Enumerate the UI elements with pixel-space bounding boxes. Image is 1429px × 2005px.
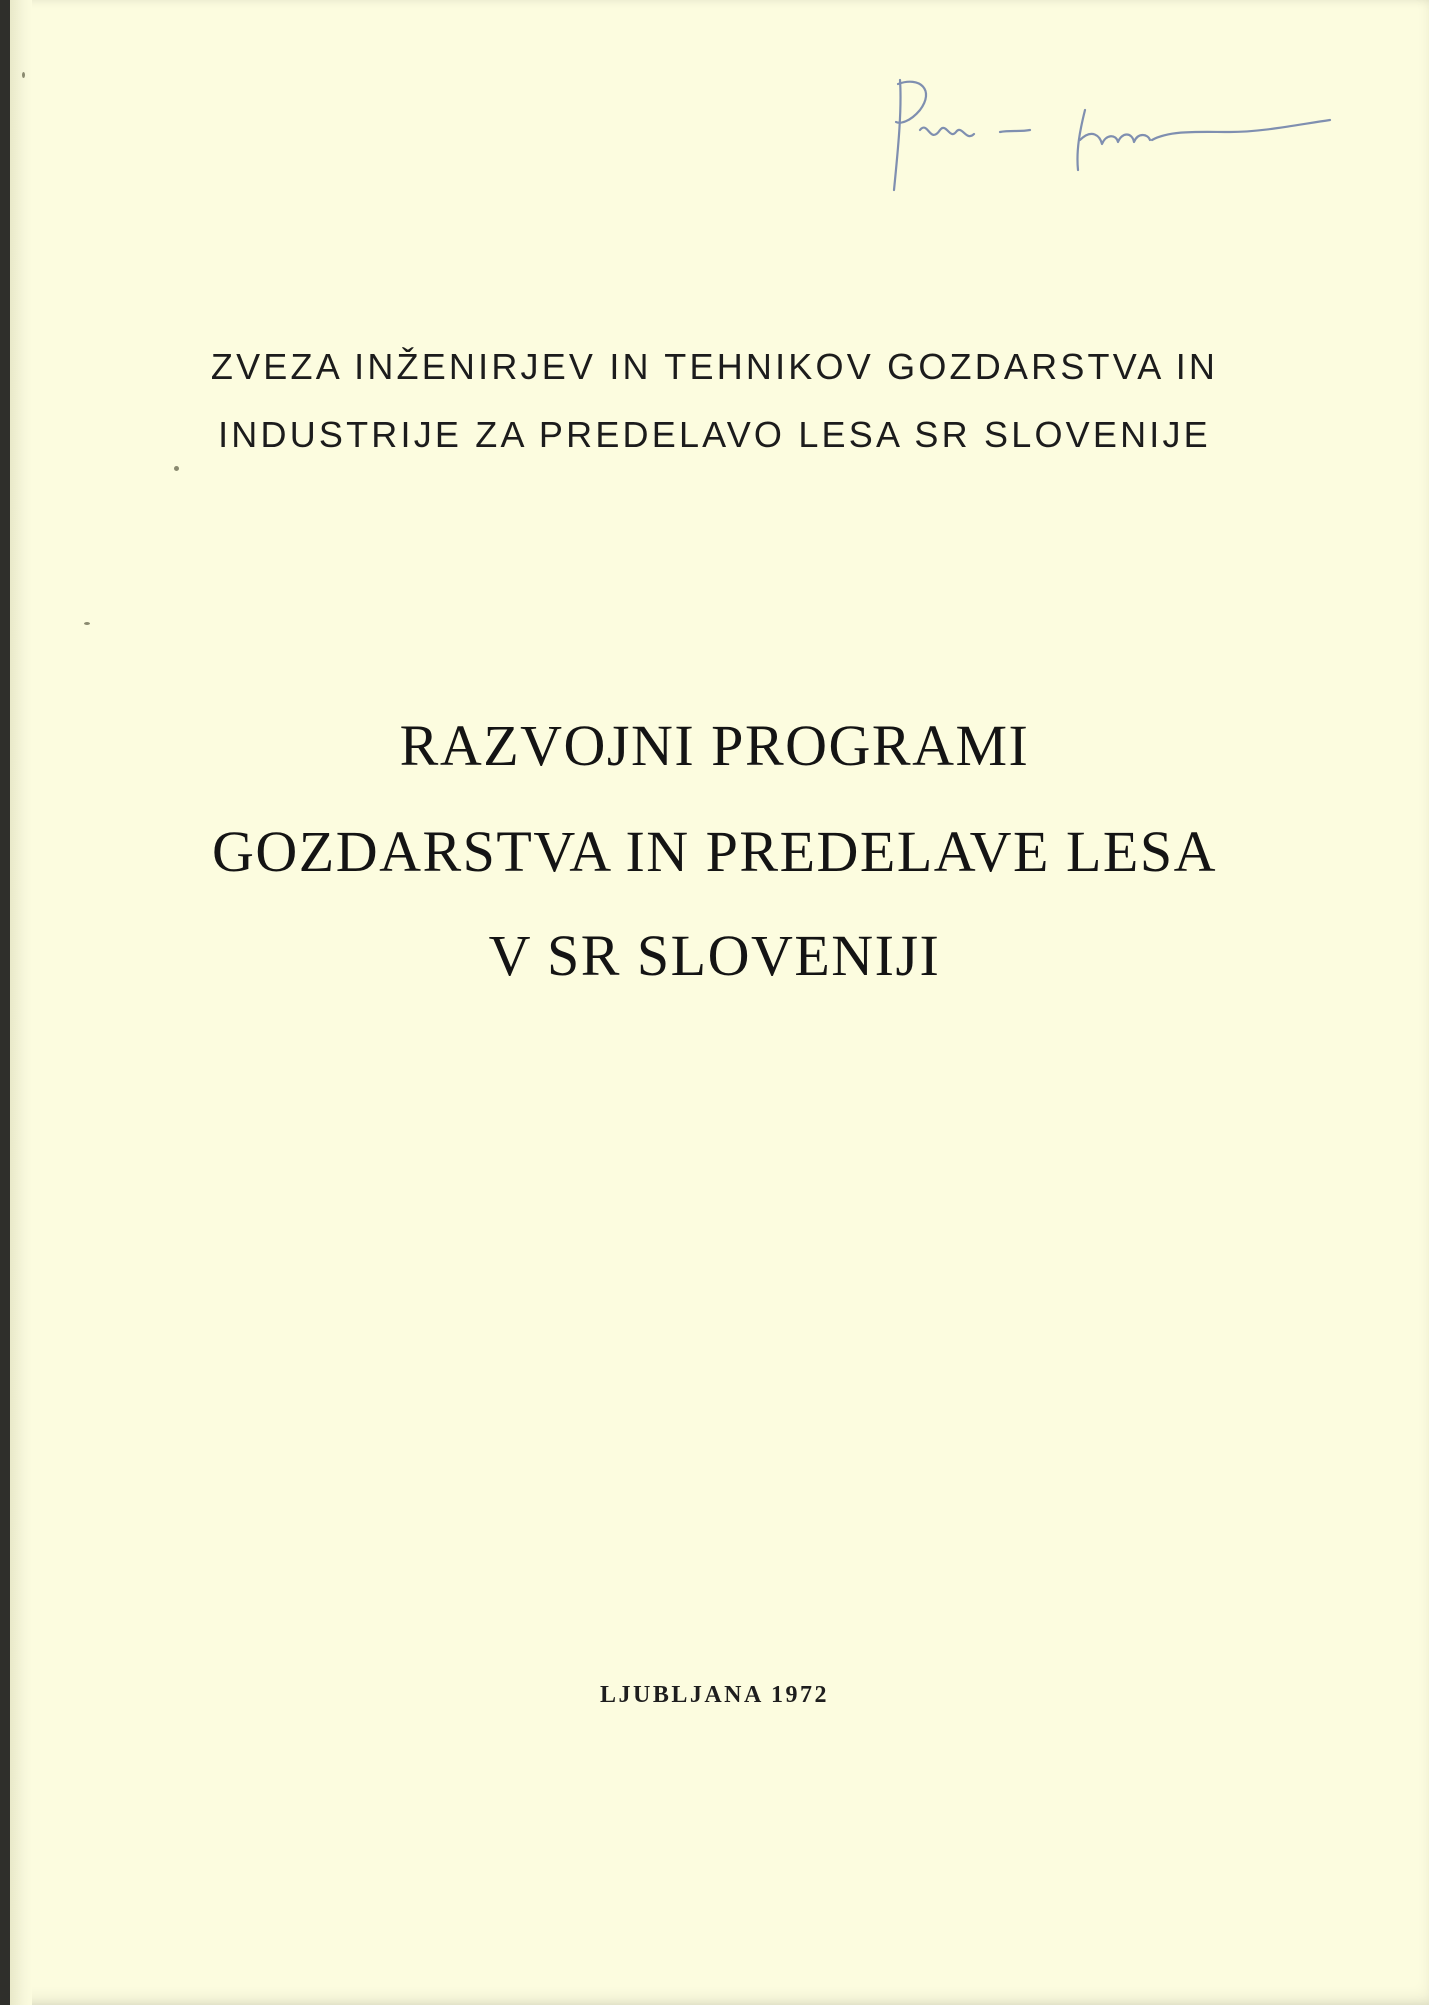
paper-speck: [174, 466, 179, 471]
title-line-3: V SR SLOVENIJI: [488, 923, 941, 988]
title-line-2: GOZDARSTVA IN PREDELAVE LESA: [212, 819, 1217, 884]
imprint-place-year: LJUBLJANA 1972: [599, 1682, 830, 1708]
handwritten-signature: [880, 70, 1350, 200]
organization-line-2: INDUSTRIJE ZA PREDELAVO LESA SR SLOVENIJE: [218, 414, 1211, 455]
organization-line-1: ZVEZA INŽENIRJEV IN TEHNIKOV GOZDARSTVA IN: [210, 346, 1219, 387]
paper-speck: [84, 622, 90, 625]
title-line-1: RAZVOJNI PROGRAMI: [399, 713, 1030, 778]
paper-speck: [22, 72, 25, 78]
